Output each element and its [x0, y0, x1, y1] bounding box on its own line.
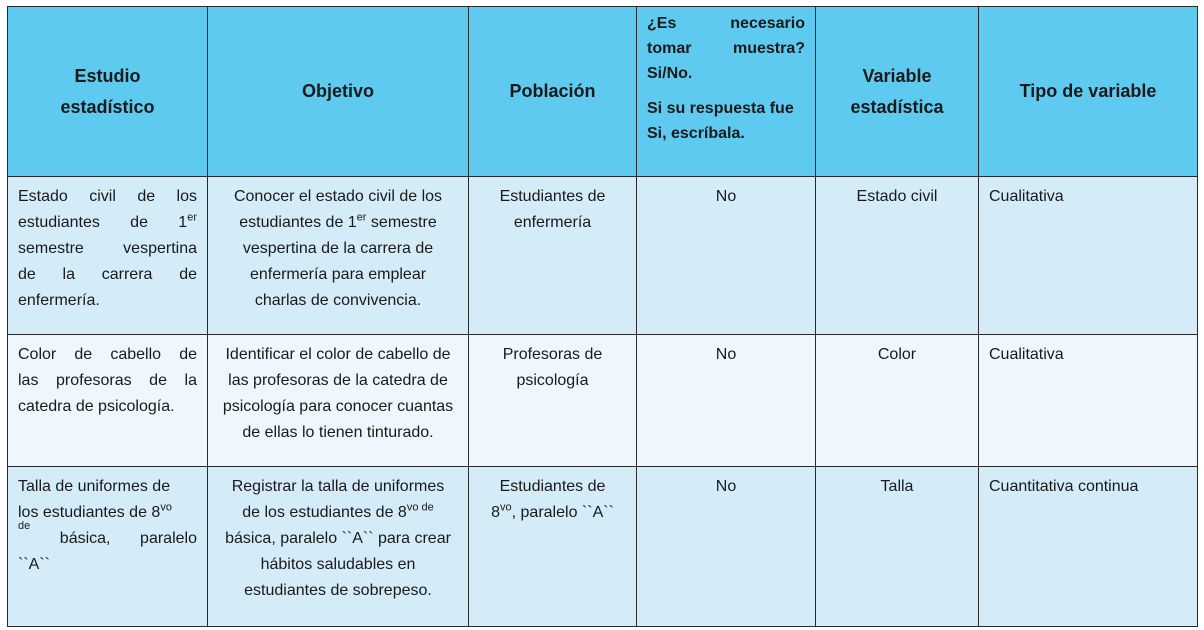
cell-objetivo [208, 467, 469, 627]
cell-variable: Talla [816, 467, 979, 627]
word-with-sup [178, 210, 197, 236]
cell-variable: Estado civil [816, 177, 979, 335]
cell-estudio [8, 177, 208, 335]
text-line: Estudiantes de [499, 188, 606, 205]
text: estudiantes de 1 [239, 214, 357, 231]
text-line: Identificar el color de cabello de [225, 346, 451, 363]
text-line [18, 520, 197, 552]
word: de [179, 346, 197, 363]
superscript: vo de [406, 501, 434, 514]
text-line [18, 500, 197, 526]
word: los [176, 188, 197, 205]
text-line: psicología [516, 372, 589, 389]
word: vespertina [123, 240, 197, 257]
word: de [74, 346, 93, 363]
text-line: estudiantes de sobrepeso. [244, 582, 432, 599]
cell-poblacion [469, 177, 637, 335]
header-muestra-line5: Si, escríbala. [647, 125, 745, 142]
header-muestra-line1 [647, 11, 805, 36]
header-muestra-word: muestra? [732, 40, 805, 57]
word: 1 [178, 214, 188, 231]
header-muestra-word: necesario [730, 15, 805, 32]
word: carrera [101, 266, 153, 283]
text-line: Talla de uniformes de [18, 478, 171, 495]
header-variable-line2: estadística [850, 96, 944, 117]
header-estudio [8, 7, 208, 177]
text-line [18, 368, 197, 394]
header-objetivo: Objetivo [208, 7, 469, 177]
cell-muestra: No [637, 335, 816, 467]
text-line: Estudiantes de [499, 478, 606, 495]
text-line [18, 236, 197, 262]
table-row [8, 335, 1198, 467]
text-line [479, 500, 626, 526]
cell-poblacion [469, 467, 637, 627]
word: la [62, 266, 75, 283]
header-tipo: Tipo de variable [979, 7, 1198, 177]
word: las [18, 372, 39, 389]
text-line [218, 500, 458, 526]
text-line [18, 210, 197, 236]
header-muestra-line3: Si/No. [647, 65, 693, 82]
text-line: psicología para conocer cuantas [222, 398, 454, 415]
text-line: enfermería. [18, 292, 100, 309]
text-line: las profesoras de la catedra de [228, 372, 448, 389]
cell-variable: Color [816, 335, 979, 467]
header-poblacion: Población [469, 7, 637, 177]
superscript: de [18, 520, 31, 532]
text-line [18, 262, 197, 288]
header-variable [816, 7, 979, 177]
header-estudio-line2: estadístico [60, 96, 155, 117]
cell-tipo: Cualitativa [979, 177, 1198, 335]
word: Estado [18, 188, 68, 205]
statistics-table [7, 6, 1198, 627]
text-line: vespertina de la carrera de [242, 240, 434, 257]
header-muestra-word: ¿Es [647, 15, 677, 32]
table-row [8, 177, 1198, 335]
cell-estudio [8, 335, 208, 467]
cell-estudio [8, 467, 208, 627]
text-line: charlas de convivencia. [254, 292, 422, 309]
word: civil [89, 188, 116, 205]
cell-tipo: Cuantitativa continua [979, 467, 1198, 627]
header-row [8, 7, 1198, 177]
header-variable-line1: Variable [862, 65, 932, 86]
cell-objetivo [208, 177, 469, 335]
table-row [8, 467, 1198, 627]
word: básica, [59, 530, 111, 547]
text: semestre [366, 214, 437, 231]
word: semestre [18, 240, 84, 257]
text-line: Registrar la talla de uniformes [231, 478, 445, 495]
text: los estudiantes de 8 [18, 504, 161, 521]
cell-poblacion [469, 335, 637, 467]
word: de [130, 214, 148, 231]
word: Color [18, 346, 57, 363]
text-line: de ellas lo tienen tinturado. [242, 424, 434, 441]
text-line: enfermería para emplear [249, 266, 427, 283]
cell-muestra: No [637, 467, 816, 627]
cell-objetivo [208, 335, 469, 467]
text-line [18, 184, 197, 210]
text-line: básica, paralelo ``A`` para crear [225, 530, 451, 547]
word: profesoras [56, 372, 132, 389]
text-line [218, 210, 458, 236]
text: 8 [491, 504, 501, 521]
word: cabello [110, 346, 162, 363]
text: de los estudiantes de 8 [242, 504, 407, 521]
word: de [149, 372, 167, 389]
text-line: ``A`` [18, 556, 50, 573]
superscript: vo [160, 501, 172, 514]
word: de [137, 188, 156, 205]
word: de [18, 266, 36, 283]
text-line: Profesoras de [502, 346, 603, 363]
header-muestra [637, 7, 816, 177]
superscript: er [187, 211, 197, 224]
word: paralelo [140, 530, 197, 547]
cell-muestra: No [637, 177, 816, 335]
text-line [18, 342, 197, 368]
word: de [179, 266, 197, 283]
header-muestra-word: tomar [647, 40, 692, 57]
word: la [184, 372, 197, 389]
text-line: Conocer el estado civil de los [233, 188, 443, 205]
text-line: enfermería [513, 214, 592, 231]
header-muestra-line2 [647, 36, 805, 61]
word: estudiantes [18, 214, 100, 231]
text-line: catedra de psicología. [18, 398, 175, 415]
cell-tipo: Cualitativa [979, 335, 1198, 467]
superscript: vo [500, 501, 512, 514]
text-line: hábitos saludables en [260, 556, 416, 573]
text: , paralelo ``A`` [511, 504, 614, 521]
header-estudio-line1: Estudio [74, 65, 141, 86]
header-muestra-line4: Si su respuesta fue [647, 100, 794, 117]
superscript: er [356, 211, 367, 224]
